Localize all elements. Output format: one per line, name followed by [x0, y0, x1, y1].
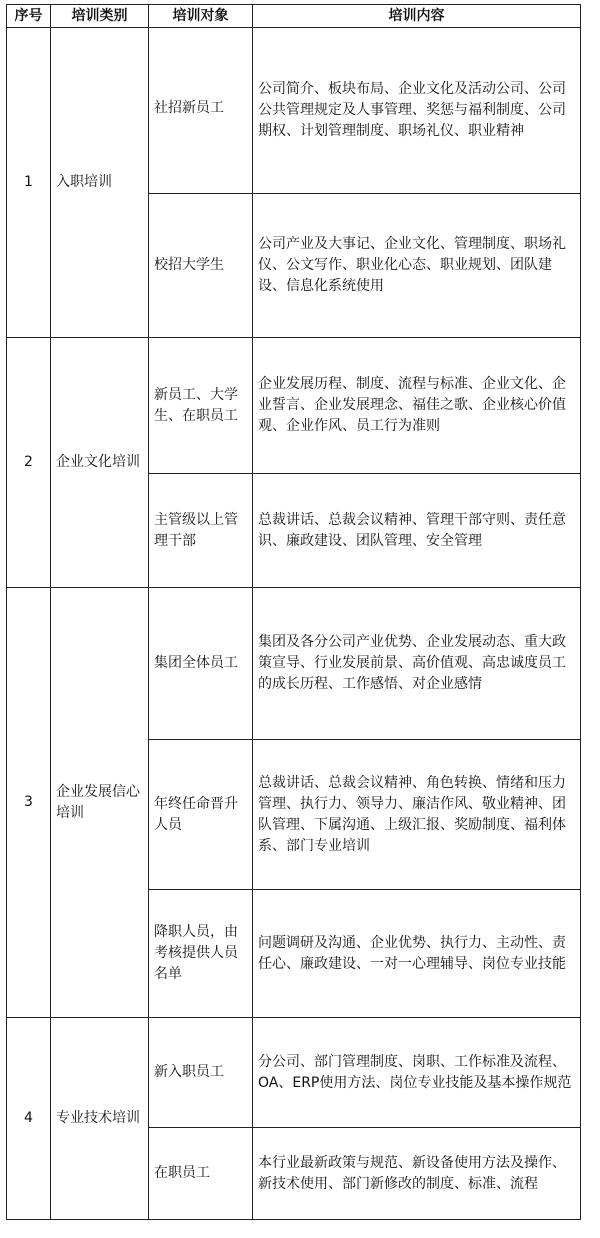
category-cell: 企业发展信心培训 [51, 588, 149, 1018]
content-cell: 公司简介、板块布局、企业文化及活动公司、公司公共管理规定及人事管理、奖惩与福利制度、公司期权、计划管理制度、职场礼仪、职业精神 [253, 28, 581, 194]
content-cell: 问题调研及沟通、企业优势、执行力、主动性、责任心、廉政建设、一对一心理辅导、岗位专业技能 [253, 890, 581, 1018]
target-cell: 主管级以上管理干部 [149, 474, 253, 588]
content-cell: 集团及各分公司产业优势、企业发展动态、重大政策宣导、行业发展前景、高价值观、高忠诚度员工的成长历程、工作感悟、对企业感情 [253, 588, 581, 740]
table-row [7, 338, 581, 474]
category-cell: 专业技术培训 [51, 1018, 149, 1220]
target-cell: 集团全体员工 [149, 588, 253, 740]
header-seq: 序号 [7, 5, 51, 28]
table-row [7, 1018, 581, 1128]
seq-cell: 4 [7, 1018, 51, 1220]
target-cell: 新员工、大学生、在职员工 [149, 338, 253, 474]
category-cell: 入职培训 [51, 28, 149, 338]
content-cell: 企业发展历程、制度、流程与标准、企业文化、企业誓言、企业发展理念、福佳之歌、企业核心价值观、企业作风、员工行为准则 [253, 338, 581, 474]
header-content: 培训内容 [253, 5, 581, 28]
target-cell: 新入职员工 [149, 1018, 253, 1128]
target-cell: 社招新员工 [149, 28, 253, 194]
header-category: 培训类别 [51, 5, 149, 28]
training-table [6, 4, 581, 1220]
content-cell: 总裁讲话、总裁会议精神、角色转换、情绪和压力管理、执行力、领导力、廉洁作风、敬业精神、团队管理、下属沟通、上级汇报、奖励制度、福利体系、部门专业培训 [253, 740, 581, 890]
header-row [7, 5, 581, 28]
target-cell: 校招大学生 [149, 194, 253, 338]
table-row [7, 28, 581, 194]
seq-cell: 2 [7, 338, 51, 588]
target-cell: 降职人员，由考核提供人员名单 [149, 890, 253, 1018]
content-cell: 公司产业及大事记、企业文化、管理制度、职场礼仪、公文写作、职业化心态、职业规划、团队建设、信息化系统使用 [253, 194, 581, 338]
content-cell: 分公司、部门管理制度、岗职、工作标准及流程、OA、ERP使用方法、岗位专业技能及基本操作规范 [253, 1018, 581, 1128]
content-cell: 本行业最新政策与规范、新设备使用方法及操作、新技术使用、部门新修改的制度、标准、流程 [253, 1128, 581, 1220]
table-row [7, 588, 581, 740]
content-cell: 总裁讲话、总裁会议精神、管理干部守则、责任意识、廉政建设、团队管理、安全管理 [253, 474, 581, 588]
header-target: 培训对象 [149, 5, 253, 28]
seq-cell: 3 [7, 588, 51, 1018]
seq-cell: 1 [7, 28, 51, 338]
category-cell: 企业文化培训 [51, 338, 149, 588]
target-cell: 在职员工 [149, 1128, 253, 1220]
target-cell: 年终任命晋升人员 [149, 740, 253, 890]
